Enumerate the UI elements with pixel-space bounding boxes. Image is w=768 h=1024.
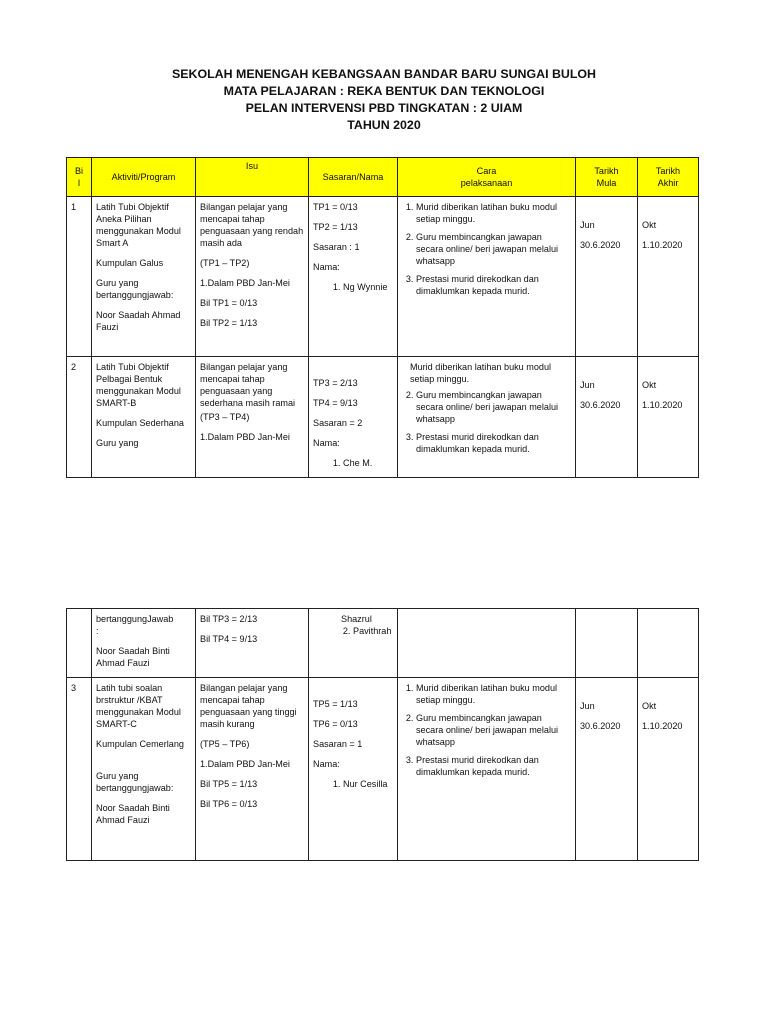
cara-cell [398, 609, 576, 678]
mula-cell: Jun 30.6.2020 [576, 678, 638, 861]
sasaran-cell: TP1 = 0/13 TP2 = 1/13 Sasaran : 1 Nama: 1. Ng Wynnie [309, 197, 398, 357]
isu-cell: Bilangan pelajar yang mencapai tahap penguasaan yang sederhana masih ramai (TP3 – TP4) 1.Dalam PBD Jan-Mei [196, 357, 309, 478]
sasaran-cell [309, 609, 398, 678]
mula-cell: Jun 30.6.2020 [576, 357, 638, 478]
student-list [313, 281, 393, 293]
akhir-cell: Okt 1.10.2020 [638, 197, 699, 357]
intervention-table-page-2 [66, 608, 699, 861]
school-name: SEKOLAH MENENGAH KEBANGSAAN BANDAR BARU SUNGAI BULOH [171, 67, 597, 81]
akhir-cell: Okt 1.10.2020 [638, 357, 699, 478]
bil-cell: 3 [67, 678, 92, 861]
student-name: 1. Che M. [343, 457, 393, 469]
aktiviti-cell: Latih Tubi Objektif Pelbagai Bentuk menggunakan Modul SMART-B Kumpulan Sederhana Guru yang [92, 357, 196, 478]
student-list [339, 625, 393, 637]
col-header-akhir: Tarikh Akhir [638, 158, 699, 197]
bil-cell [67, 609, 92, 678]
table-row [67, 357, 699, 478]
student-name: 1. Nur Cesilla [343, 778, 393, 790]
isu-cell: Bil TP3 = 2/13 Bil TP4 = 9/13 [196, 609, 309, 678]
mula-cell [576, 609, 638, 678]
isu-cell: Bilangan pelajar yang mencapai tahap penguasaan yang rendah masih ada (TP1 – TP2) 1.Dalam PBD Jan-Mei Bil TP1 = 0/13 Bil TP2 = 1/13 [196, 197, 309, 357]
table-row [67, 678, 699, 861]
isu-cell: Bilangan pelajar yang mencapai tahap penguasaan yang tinggi masih kurang (TP5 – TP6) 1.Dalam PBD Jan-Mei Bil TP5 = 1/13 Bil TP6 = 0/13 [196, 678, 309, 861]
akhir-cell: Okt 1.10.2020 [638, 678, 699, 861]
cara-cell [398, 678, 576, 861]
col-header-isu: Isu [196, 158, 309, 197]
student-name-cont: Shazrul [341, 614, 372, 624]
student-list [313, 457, 393, 469]
student-list [313, 778, 393, 790]
year-title: TAHUN 2020 [347, 118, 421, 132]
cara-cell [398, 197, 576, 357]
table-row [67, 197, 699, 357]
aktiviti-cell: Latih tubi soalan brstruktur /KBAT menggunakan Modul SMART-C Kumpulan Cemerlang Guru yang bertanggungjawab: Noor Saadah Binti Ahmad Fauzi [92, 678, 196, 861]
table-header-row [67, 158, 699, 197]
method-list: 1. Murid diberikan latihan buku modul setiap minggu. 2. Guru membincangkan jawapan secara online/ beri jawapan melalui whatsapp 3. Prestasi murid direkodkan dan dimaklumkan kepada murid. [402, 201, 571, 297]
subject-title: MATA PELAJARAN : REKA BENTUK DAN TEKNOLOGI [223, 84, 545, 98]
akhir-cell [638, 609, 699, 678]
aktiviti-cell: bertanggungJawab : Noor Saadah Binti Ahmad Fauzi [92, 609, 196, 678]
student-name: 2. Pavithrah [353, 625, 393, 637]
intervention-table-page-1 [66, 157, 699, 478]
table-row-continued [67, 609, 699, 678]
plan-title: PELAN INTERVENSI PBD TINGKATAN : 2 UIAM [245, 101, 523, 115]
col-header-sasaran: Sasaran/Nama [309, 158, 398, 197]
student-name: 1. Ng Wynnie [343, 281, 393, 293]
col-header-mula: Tarikh Mula [576, 158, 638, 197]
col-header-cara: Cara pelaksanaan [398, 158, 576, 197]
document-header [0, 66, 768, 134]
col-header-bil: Bi l [67, 158, 92, 197]
bil-cell: 1 [67, 197, 92, 357]
aktiviti-cell: Latih Tubi Objektif Aneka Pilihan menggunakan Modul Smart A Kumpulan Galus Guru yang bertanggungjawab: Noor Saadah Ahmad Fauzi [92, 197, 196, 357]
method-list: 2. Guru membincangkan jawapan secara online/ beri jawapan melalui whatsapp 3. Prestasi murid direkodkan dan dimaklumkan kepada murid. [402, 389, 571, 455]
cara-cell: Murid diberikan latihan buku modul setiap minggu. 2. Guru membincangkan jawapan secara online/ beri jawapan melalui whatsapp 3. Prestasi murid direkodkan dan dimaklumkan kepada murid. [398, 357, 576, 478]
sasaran-cell: TP5 = 1/13 TP6 = 0/13 Sasaran = 1 Nama: 1. Nur Cesilla [309, 678, 398, 861]
method-list: 1. Murid diberikan latihan buku modul setiap minggu. 2. Guru membincangkan jawapan secara online/ beri jawapan melalui whatsapp 3. Prestasi murid direkodkan dan dimaklumkan kepada murid. [402, 682, 571, 778]
bil-cell: 2 [67, 357, 92, 478]
sasaran-cell: TP3 = 2/13 TP4 = 9/13 Sasaran = 2 Nama: 1. Che M. [309, 357, 398, 478]
mula-cell: Jun 30.6.2020 [576, 197, 638, 357]
col-header-aktiviti: Aktiviti/Program [92, 158, 196, 197]
